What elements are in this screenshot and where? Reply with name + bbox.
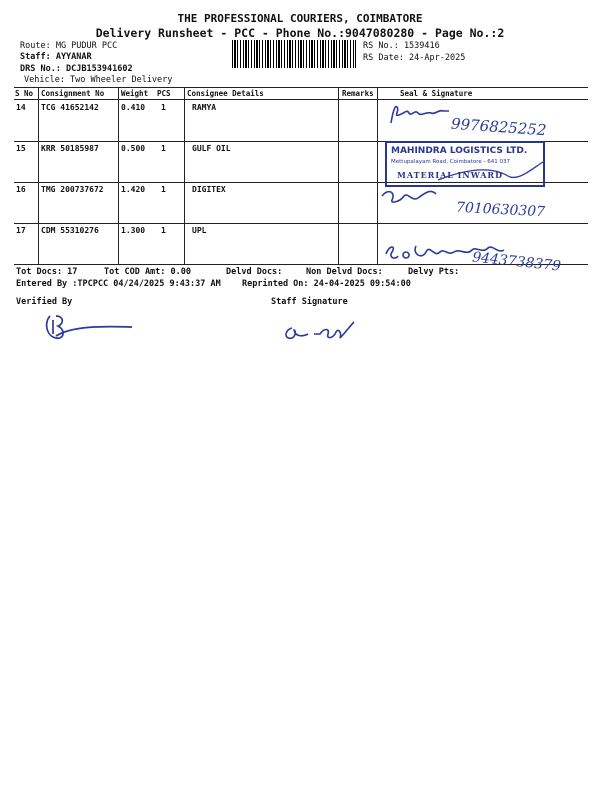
staff-signature [280, 316, 360, 346]
col-header-remarks: Remarks [342, 89, 374, 98]
rs-date: RS Date: 24-Apr-2025 [363, 53, 466, 63]
row-sno: 17 [16, 226, 26, 235]
row-consignment: KRR 50185987 [41, 144, 99, 153]
stamp-inward: MATERIAL INWARD [397, 170, 504, 180]
row-consignee: RAMYA [192, 103, 217, 112]
row-consignment: TCG 41652142 [41, 103, 99, 112]
col-header-sno: S No [15, 89, 34, 98]
col-header-consignment: Consignment No [41, 89, 105, 98]
row-pcs: 1 [161, 226, 166, 235]
delivery-points: Delvy Pts: [408, 267, 460, 277]
stamp-address: Mettupalayam Road, Coimbatore - 641 037 [391, 159, 510, 165]
vehicle-label: Vehicle: Two Wheeler Delivery [24, 75, 173, 85]
stamp-company: MAHINDRA LOGISTICS LTD. [391, 146, 528, 156]
row-weight: 1.420 [121, 185, 146, 194]
phone-row-17: 9443738379 [471, 249, 562, 275]
drs-number: DRS No.: DCJB153941602 [20, 64, 133, 74]
row-sno: 16 [16, 185, 26, 194]
reprinted-on: Reprinted On: 24-04-2025 09:54:00 [242, 279, 411, 289]
row-pcs: 1 [161, 103, 166, 112]
row-weight: 0.500 [121, 144, 146, 153]
row-consignment: TMG 200737672 [41, 185, 104, 194]
verifier-signature [42, 312, 142, 344]
company-title: THE PROFESSIONAL COURIERS, COIMBATORE [177, 12, 423, 25]
col-header-seal: Seal & Signature [400, 89, 473, 98]
row-sno: 15 [16, 144, 26, 153]
row-consignee: DIGITEX [192, 185, 226, 194]
row-sno: 14 [16, 103, 26, 112]
delivered-docs: Delvd Docs: [226, 267, 283, 277]
barcode [232, 40, 356, 68]
staff-signature-label: Staff Signature [271, 297, 348, 307]
verified-by-label: Verified By [16, 297, 73, 307]
signature-row-14 [385, 101, 455, 129]
non-delivered-docs: Non Delvd Docs: [306, 267, 383, 277]
document-subtitle: Delivery Runsheet - PCC - Phone No.:9047080280 - Page No.:2 [95, 26, 505, 40]
phone-row-14: 9976825252 [450, 114, 547, 140]
total-docs: Tot Docs: 17 [16, 267, 78, 277]
row-consignee: GULF OIL [192, 144, 231, 153]
col-header-pcs: PCS [157, 89, 171, 98]
col-header-consignee: Consignee Details [187, 89, 264, 98]
staff-label: Staff: AYYANAR [20, 52, 92, 62]
row-consignee: UPL [192, 226, 207, 235]
total-cod-amount: Tot COD Amt: 0.00 [104, 267, 191, 277]
row-pcs: 1 [161, 144, 166, 153]
row-weight: 1.300 [121, 226, 146, 235]
row-weight: 0.410 [121, 103, 146, 112]
entered-by: Entered By :TPCPCC 04/24/2025 9:43:37 AM [16, 279, 221, 289]
rs-number: RS No.: 1539416 [363, 41, 440, 51]
row-consignment: CDM 55310276 [41, 226, 99, 235]
col-header-weight: Weight [121, 89, 149, 98]
route-label: Route: MG PUDUR PCC [20, 41, 118, 51]
phone-row-16: 7010630307 [455, 199, 546, 221]
row-pcs: 1 [161, 185, 166, 194]
